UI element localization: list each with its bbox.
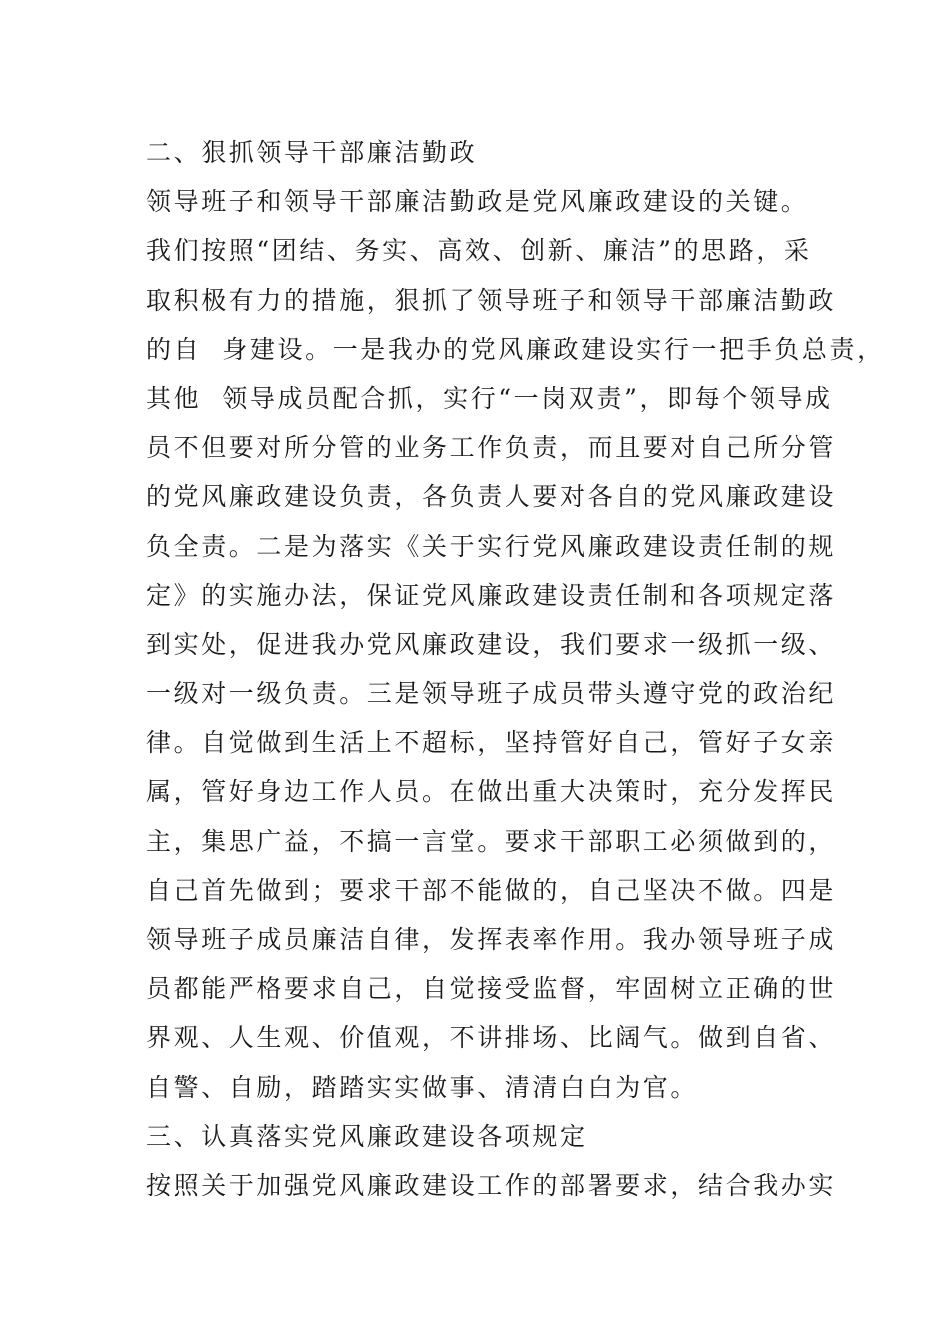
text-line: 的党风廉政建设负责，各负责人要对各自的党风廉政建设: [146, 482, 837, 512]
text-line: 我们按照“团结、务实、高效、创新、廉洁”的思路，采: [146, 236, 812, 266]
text-line: 的自 身建设。一是我办的党风廉政建设实行一把手负总责，: [146, 334, 885, 364]
text-line: 界观、人生观、价值观，不讲排场、比阔气。做到自省、: [146, 1023, 837, 1053]
text-line: 属，管好身边工作人员。在做出重大决策时，充分发挥民: [146, 777, 837, 807]
document-body: [146, 128, 885, 1210]
text-line: 其他 领导成员配合抓，实行“一岗双责”，即每个领导成: [146, 383, 833, 413]
text-line: 负全责。二是为落实《关于实行党风廉政建设责任制的规: [146, 531, 837, 561]
text-line: 领导班子成员廉洁自律，发挥表率作用。我办领导班子成: [146, 925, 837, 954]
section-heading-3: 三、认真落实党风廉政建设各项规定: [146, 1121, 588, 1151]
text-line: 自警、自励，踏踏实实做事、清清白白为官。: [146, 1072, 699, 1102]
text-line: 员不但要对所分管的业务工作负责，而且要对自己所分管: [146, 433, 837, 463]
text-line: 律。自觉做到生活上不超标，坚持管好自己，管好子女亲: [146, 728, 837, 758]
section-heading-2: 二、狠抓领导干部廉洁勤政: [146, 138, 478, 167]
text-line: 到实处，促进我办党风廉政建设，我们要求一级抓一级、: [146, 629, 837, 659]
text-line: 领导班子和领导干部廉洁勤政是党风廉政建设的关键。: [146, 187, 809, 217]
text-line: 员都能严格要求自己，自觉接受监督，牢固树立正确的世: [146, 974, 837, 1004]
text-line: 定》的实施办法，保证党风廉政建设责任制和各项规定落: [146, 580, 837, 610]
text-line: 取积极有力的措施，狠抓了领导班子和领导干部廉洁勤政: [146, 285, 837, 315]
text-line: 按照关于加强党风廉政建设工作的部署要求，结合我办实: [146, 1170, 837, 1200]
text-line: 主，集思广益，不搞一言堂。要求干部职工必须做到的，: [146, 826, 837, 856]
text-line: 一级对一级负责。三是领导班子成员带头遵守党的政治纪: [146, 679, 837, 709]
text-line: 自己首先做到；要求干部不能做的，自己坚决不做。四是: [146, 875, 837, 905]
